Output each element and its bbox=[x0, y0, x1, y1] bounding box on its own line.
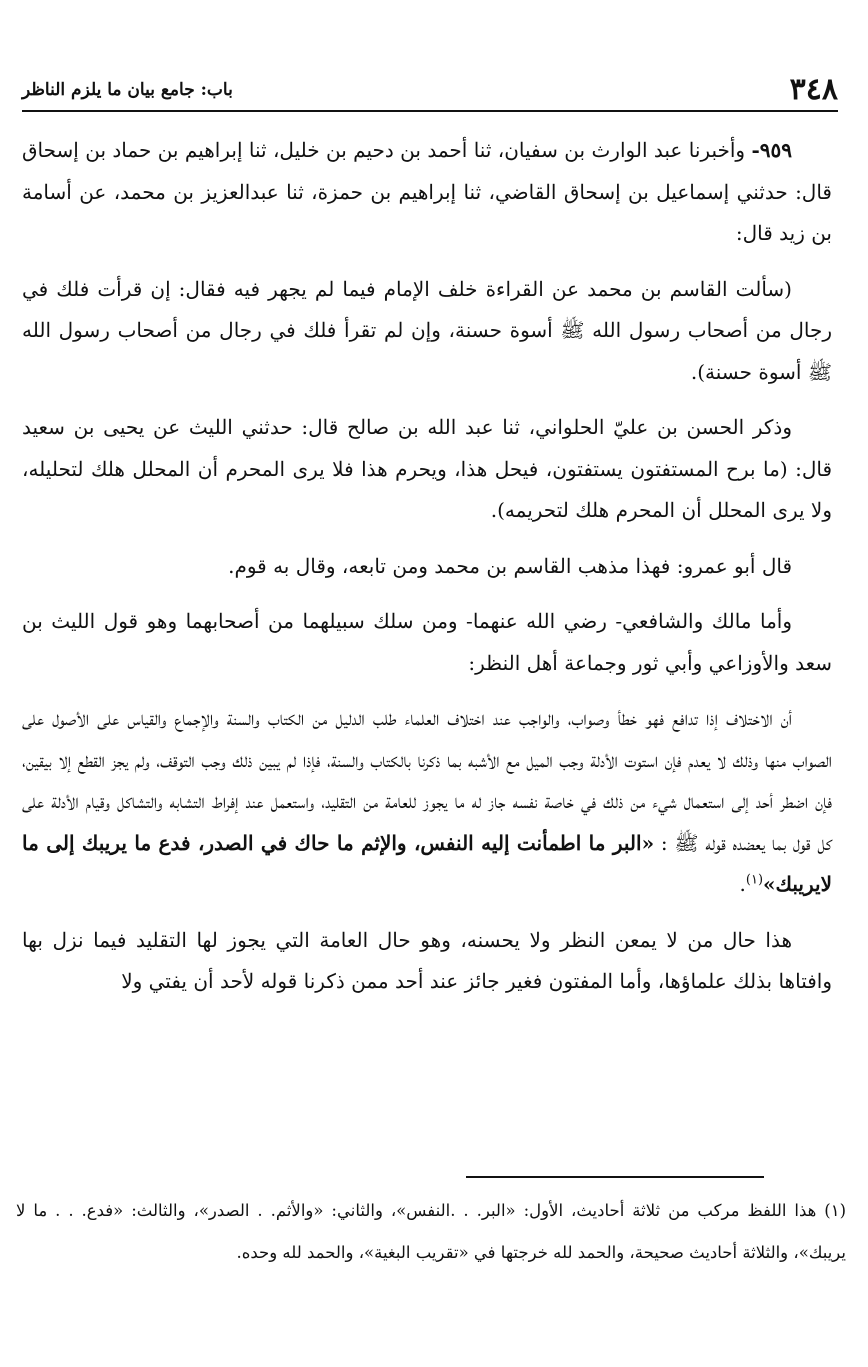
paragraph-text: وأخبرنا عبد الوارث بن سفيان، ثنا أحمد بن دحيم بن خليل، ثنا إبراهيم بن حماد بن إسحاق قال: حدثني إسماعيل بن إسحاق القاضي، ثنا إبراهيم بن حمزة، ثنا عبدالعزيز بن محمد، عن أسامة بن زيد قال: bbox=[22, 138, 832, 245]
footnote-divider bbox=[466, 1176, 764, 1178]
quote-paragraph bbox=[22, 269, 832, 394]
paragraph-text: (سألت القاسم بن محمد عن القراءة خلف الإمام فيما لم يجهر فيه فقال: إن قرأت فلك في رجال من أصحاب رسول الله ﷺ أسوة حسنة، وإن لم تقرأ فلك في رجال من أصحاب رسول الله ﷺ أسوة حسنة). bbox=[22, 276, 832, 384]
page-header bbox=[22, 70, 838, 112]
paragraph-text: أن الاختلاف إذا تدافع فهو خطأ وصواب، والواجب عند اختلاف العلماء طلب الدليل من الكتاب والسنة والإجماع والقياس على الأصول على الصواب منها وذلك لا يعدم فإن استوت الأدلة وجب الميل مع الأشبه بما ذكرنا بالكتاب والسنة، فإذا لم يبين ذلك وجب التوقف، ولم يجز القطع إلا بيقين، فإن اضطر أحد إلى استعمال شيء من ذلك في خاصة نفسه جاز له ما يجوز للعامة من التقليد، واستعمل عند إفراط التشابه والتشاكل وقيام الأدلة على كل قول بما يعضده قوله ﷺ : bbox=[22, 706, 833, 855]
sentence-end: . bbox=[739, 872, 746, 896]
hadith-quote: «البر ما اطمأنت إليه النفس، والإثم ما حاك في الصدر، فدع ما يريبك إلى ما لايريبك» bbox=[22, 830, 832, 896]
paragraph-text: وذكر الحسن بن عليّ الحلواني، ثنا عبد الله بن صالح قال: حدثني الليث عن يحيى بن سعيد قال: (ما برح المستفتون يستفتون، فيحل هذا، ويحرم هذا فلا يرى المحرم أن المحلل هلك لتحليله، ولا يرى المحلل أن المحرم هلك لتحريمه). bbox=[22, 415, 832, 522]
hadith-paragraph bbox=[22, 130, 832, 255]
methodology-paragraph bbox=[22, 698, 832, 906]
footnote-reference[interactable]: (١) bbox=[745, 872, 764, 888]
closing-paragraph bbox=[22, 920, 832, 1003]
page-number: ٣٤٨ bbox=[789, 72, 838, 107]
main-text bbox=[22, 130, 832, 1003]
narration-paragraph bbox=[22, 407, 832, 532]
footnotes bbox=[16, 1190, 846, 1274]
running-title: باب: جامع بيان ما يلزم الناظر bbox=[22, 80, 233, 100]
paragraph-text: وأما مالك والشافعي- رضي الله عنهما- ومن سلك سبيلهما من أصحابهما وهو قول الليث بن سعد والأوزاعي وأبي ثور وجماعة أهل النظر: bbox=[22, 609, 832, 675]
author-comment-paragraph bbox=[22, 546, 832, 588]
footnote-1: (١) هذا اللفظ مركب من ثلاثة أحاديث، الأول: «البر. . .النفس»، والثاني: «والأثم. . الصدر»، والثالث: «فدع. . . ما لا يريبك»، والثلاثة أحاديث صحيحة، والحمد لله خرجتها في «تقريب البغية»، والحمد لله وحده. bbox=[16, 1201, 846, 1262]
hadith-number: ٩٥٩- bbox=[751, 138, 792, 162]
scholars-paragraph bbox=[22, 601, 832, 684]
paragraph-text: هذا حال من لا يمعن النظر ولا يحسنه، وهو حال العامة التي يجوز لها التقليد فيما نزل بها وافتاها بذلك علماؤها، وأما المفتون فغير جائز عند أحد ممن ذكرنا قوله لأحد أن يفتي ولا bbox=[22, 927, 832, 993]
paragraph-text: قال أبو عمرو: فهذا مذهب القاسم بن محمد ومن تابعه، وقال به قوم. bbox=[228, 553, 792, 578]
